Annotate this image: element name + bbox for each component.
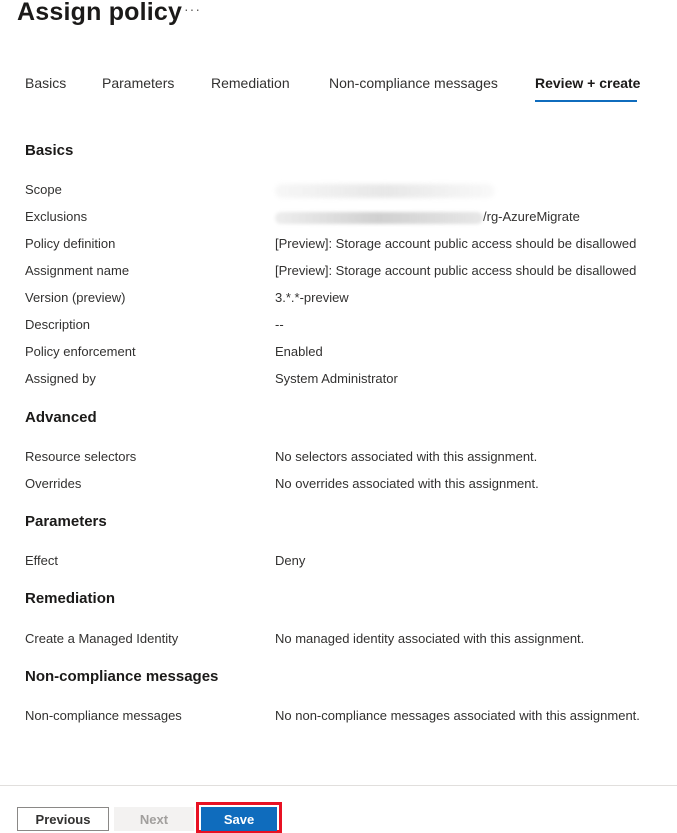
exclusions-label: Exclusions [25, 209, 88, 224]
exclusions-value-suffix: /rg-AzureMigrate [483, 209, 580, 224]
exclusions-value [275, 209, 580, 224]
tab-non-compliance-messages[interactable]: Non-compliance messages [329, 75, 498, 91]
scope-label: Scope [25, 182, 62, 197]
assigned-by-label: Assigned by [25, 371, 96, 386]
overrides-value: No overrides associated with this assignment. [275, 476, 539, 491]
save-button[interactable]: Save [201, 807, 277, 831]
tab-bar [0, 75, 677, 105]
non-compliance-messages-value: No non-compliance messages associated with this assignment. [275, 708, 640, 723]
assignment-name-label: Assignment name [25, 263, 130, 278]
section-heading-parameters: Parameters [25, 513, 107, 530]
previous-button[interactable]: Previous [17, 807, 109, 831]
tab-basics[interactable]: Basics [25, 75, 67, 91]
version-value: 3.*.*-preview [275, 290, 349, 305]
section-heading-remediation: Remediation [25, 590, 116, 607]
section-heading-advanced: Advanced [25, 409, 97, 426]
non-compliance-messages-label: Non-compliance messages [25, 708, 182, 723]
section-heading-non-compliance: Non-compliance messages [25, 668, 219, 685]
page-title: Assign policy [17, 0, 183, 26]
description-value: -- [275, 317, 284, 332]
tab-review-create[interactable]: Review + create [535, 75, 641, 91]
effect-label: Effect [25, 553, 59, 568]
more-options-icon[interactable]: ··· [184, 1, 201, 17]
section-heading-basics: Basics [25, 142, 74, 159]
policy-enforcement-value: Enabled [275, 344, 323, 359]
managed-identity-value: No managed identity associated with this assignment. [275, 631, 585, 646]
description-label: Description [25, 317, 91, 332]
scope-value-redacted [275, 184, 495, 198]
active-tab-indicator [535, 100, 637, 102]
managed-identity-label: Create a Managed Identity [25, 631, 179, 646]
resource-selectors-value: No selectors associated with this assignment. [275, 449, 538, 464]
resource-selectors-label: Resource selectors [25, 449, 137, 464]
tab-remediation[interactable]: Remediation [211, 75, 290, 91]
policy-enforcement-label: Policy enforcement [25, 344, 136, 359]
footer-divider [0, 785, 677, 786]
policy-definition-value: [Preview]: Storage account public access should be disallowed [275, 236, 637, 251]
assignment-name-value: [Preview]: Storage account public access should be disallowed [275, 263, 637, 278]
assigned-by-value: System Administrator [275, 371, 398, 386]
policy-definition-label: Policy definition [25, 236, 116, 251]
overrides-label: Overrides [25, 476, 82, 491]
exclusions-redacted-path [275, 212, 483, 224]
effect-value: Deny [275, 553, 306, 568]
tab-parameters[interactable]: Parameters [102, 75, 175, 91]
next-button: Next [114, 807, 194, 831]
version-label: Version (preview) [25, 290, 126, 305]
